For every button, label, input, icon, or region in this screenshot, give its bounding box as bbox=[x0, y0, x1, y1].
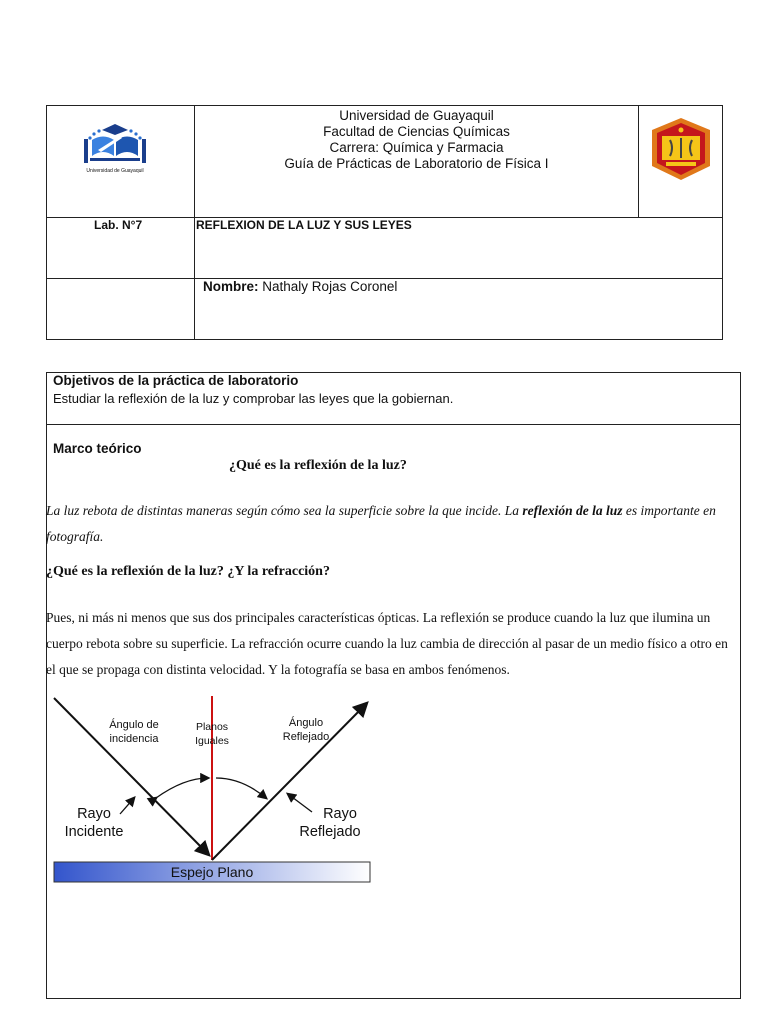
question-2: ¿Qué es la reflexión de la luz? ¿Y la refracción? bbox=[46, 564, 330, 579]
guide-name: Guía de Prácticas de Laboratorio de Física I bbox=[284, 156, 549, 171]
incident-pointer bbox=[120, 798, 134, 814]
paragraph-2: Pues, ni más ni menos que sus dos principales características ópticas. La reflexión se produce cuando la luz que ilumina un cuerpo rebota sobre su superficie. La refracción ocurre cuando la luz cambia de dirección al pasar de un medio físico a otro en el que se propaga con distinta velocidad. Y la fotografía se basa en ambos fenómenos. bbox=[46, 610, 728, 677]
reflection-angle-arc bbox=[216, 778, 266, 798]
faculty-name: Facultad de Ciencias Químicas bbox=[323, 124, 510, 139]
p1-bold: reflexión de la luz bbox=[522, 503, 623, 518]
career-name: Carrera: Química y Farmacia bbox=[329, 140, 504, 155]
angle-reflected-label-1: Ángulo bbox=[288, 717, 324, 729]
ray-reflected-label-1: Rayo bbox=[323, 806, 357, 822]
theory-title: Marco teórico bbox=[53, 441, 142, 456]
header-divider bbox=[638, 105, 639, 218]
university-name: Universidad de Guayaquil bbox=[339, 108, 494, 123]
university-logo bbox=[76, 120, 154, 176]
objectives-text: Estudiar la reflexión de la luz y comprobar las leyes que la gobiernan. bbox=[53, 391, 454, 406]
nombre-label: Nombre: bbox=[203, 279, 259, 294]
angle-incidence-label-1: Ángulo de bbox=[109, 719, 159, 731]
p1-part1: La luz rebota de distintas maneras según cómo sea la superficie sobre la que incide. La bbox=[46, 503, 523, 518]
angle-reflected-label-2: Reflejado bbox=[282, 731, 330, 743]
lab-number: Lab. N°7 bbox=[94, 218, 143, 232]
logo-caption: Universidad de Guayaquil bbox=[86, 168, 144, 174]
incidence-angle-arc bbox=[156, 778, 208, 798]
ray-incident-label-2: Incidente bbox=[64, 824, 124, 840]
planes-label-2: Iguales bbox=[195, 735, 229, 747]
reflection-diagram bbox=[50, 694, 380, 886]
ray-incident-label-1: Rayo bbox=[77, 806, 111, 822]
section-divider bbox=[46, 424, 741, 425]
nombre-value: Nathaly Rojas Coronel bbox=[262, 279, 398, 294]
angle-incidence-label-2: incidencia bbox=[109, 733, 159, 745]
planes-label-1: Planos bbox=[195, 721, 229, 733]
student-name bbox=[203, 279, 397, 294]
lab-title: REFLEXION DE LA LUZ Y SUS LEYES bbox=[196, 218, 412, 232]
header-title-block bbox=[195, 108, 638, 172]
p1-part2: es importante en fotografía. bbox=[46, 503, 716, 544]
reflected-pointer bbox=[288, 794, 312, 812]
question-1: ¿Qué es la reflexión de la luz? bbox=[229, 458, 407, 473]
objectives-title: Objetivos de la práctica de laboratorio bbox=[53, 373, 299, 388]
paragraph-1 bbox=[46, 498, 736, 550]
mirror-label: Espejo Plano bbox=[170, 864, 254, 880]
faculty-seal-icon bbox=[648, 116, 714, 182]
ray-reflected-label-2: Reflejado bbox=[299, 824, 361, 840]
